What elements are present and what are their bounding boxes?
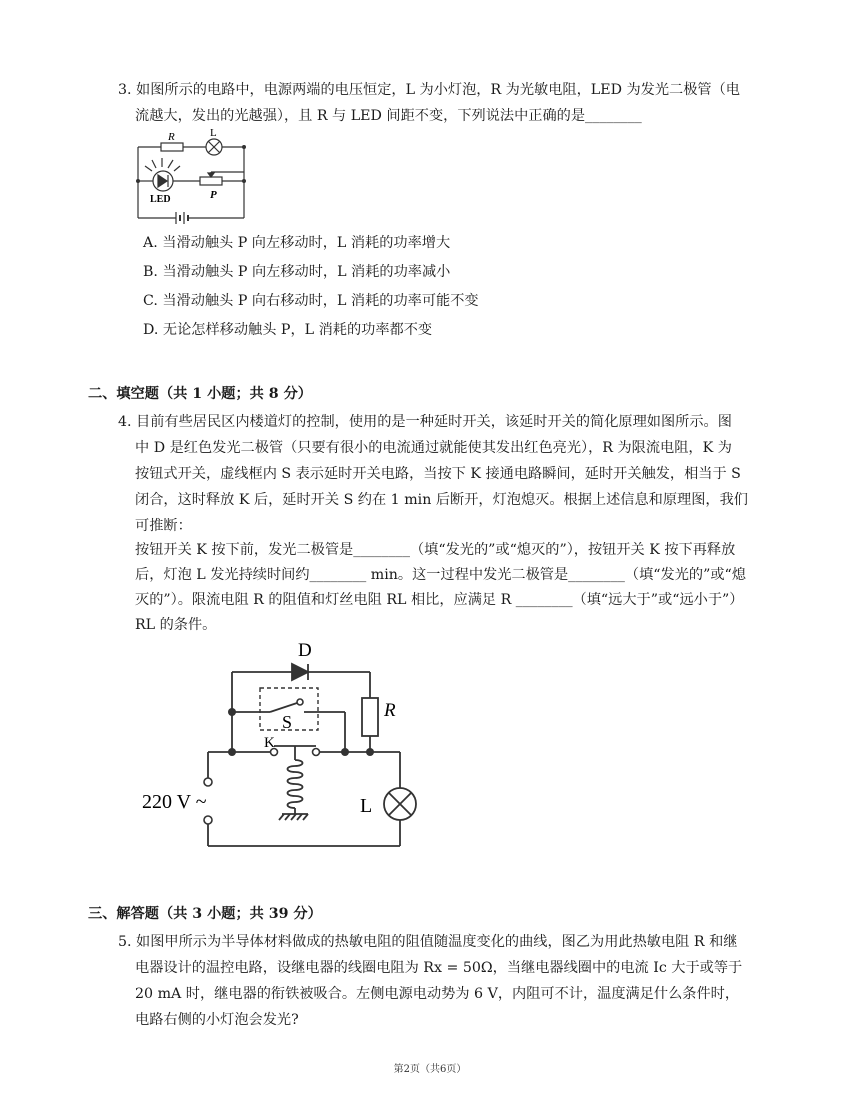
section-answer-title: 三、解答题（共 3 小题；共 39 分） <box>88 906 322 922</box>
q4-text-line-1: 4. 目前有些居民区内楼道灯的控制，使用的是一种延时开关，该延时开关的简化原理如图所示。图 <box>118 414 732 430</box>
page-footer: 第2页（共6页） <box>393 1064 467 1075</box>
q4-text-line-6: 按钮开关 K 按下前，发光二极管是________（填“发光的”或“熄灭的”），按钮开关 K 按下再释放 <box>135 542 736 558</box>
q3-option-b: B. 当滑动触头 P 向左移动时，L 消耗的功率减小 <box>143 264 451 280</box>
q5-text-line-1: 5. 如图甲所示为半导体材料做成的热敏电阻的阻值随温度变化的曲线，图乙为用此热敏电阻 R 和继 <box>118 934 738 950</box>
section-fill-in-title: 二、填空题（共 1 小题；共 8 分） <box>88 386 312 402</box>
q4-circuit-figure <box>140 636 430 858</box>
q4-text-line-3: 按钮式开关，虚线框内 S 表示延时开关电路，当按下 K 接通电路瞬间，延时开关触发，相当于 S <box>135 466 741 482</box>
q4-text-line-4: 闭合，这时释放 K 后，延时开关 S 约在 1 min 后断开，灯泡熄灭。根据上述信息和原理图，我们 <box>135 492 748 508</box>
q4-fig-label-d: D <box>298 640 312 661</box>
q4-text-line-8: 灭的”）。限流电阻 R 的阻值和灯丝电阻 RL 相比，应满足 R ________（填“远大于”或“远小于”） <box>135 592 744 608</box>
q4-fig-label-r: R <box>384 700 396 721</box>
q4-text-line-2: 中 D 是红色发光二极管（只要有很小的电流通过就能使其发出红色亮光），R 为限流电阻，K 为 <box>135 440 732 456</box>
q3-fig-label-l: L <box>210 128 217 139</box>
q3-fig-label-r: R <box>168 131 175 143</box>
q4-fig-label-k: K <box>264 735 275 751</box>
q3-option-a: A. 当滑动触头 P 向左移动时，L 消耗的功率增大 <box>143 235 451 251</box>
q3-text-line-2: 流越大，发出的光越强），且 R 与 LED 间距不变，下列说法中正确的是________ <box>135 108 642 124</box>
q3-option-d: D. 无论怎样移动触头 P，L 消耗的功率都不变 <box>143 322 433 338</box>
q4-text-line-9: RL 的条件。 <box>135 617 217 633</box>
q4-fig-label-l: L <box>360 795 373 817</box>
q5-text-line-2: 电器设计的温控电路，设继电器的线圈电阻为 Rx = 50Ω，当继电器线圈中的电流 Ic 大于或等于 <box>135 960 743 976</box>
q5-text-line-4: 电路右侧的小灯泡会发光? <box>135 1012 299 1028</box>
q5-text-line-3: 20 mA 时，继电器的衔铁被吸合。左侧电源电动势为 6 V，内阻可不计，温度满足什么条件时， <box>135 986 740 1002</box>
q4-text-line-5: 可推断： <box>135 518 192 534</box>
q3-option-c: C. 当滑动触头 P 向右移动时，L 消耗的功率可能不变 <box>143 293 479 309</box>
q4-fig-label-s: S <box>282 712 293 732</box>
q3-circuit-figure <box>128 128 252 228</box>
q4-text-line-7: 后，灯泡 L 发光持续时间约________ min。这一过程中发光二极管是________（填“发光的”或“熄 <box>135 567 746 583</box>
q3-text-line-1: 3. 如图所示的电路中，电源两端的电压恒定，L 为小灯泡，R 为光敏电阻，LED 为发光二极管（电 <box>118 82 740 98</box>
q3-fig-label-led: LED <box>150 194 171 205</box>
q4-fig-label-220v: 220 V ~ <box>142 791 207 813</box>
q3-fig-label-p: P <box>210 189 217 201</box>
